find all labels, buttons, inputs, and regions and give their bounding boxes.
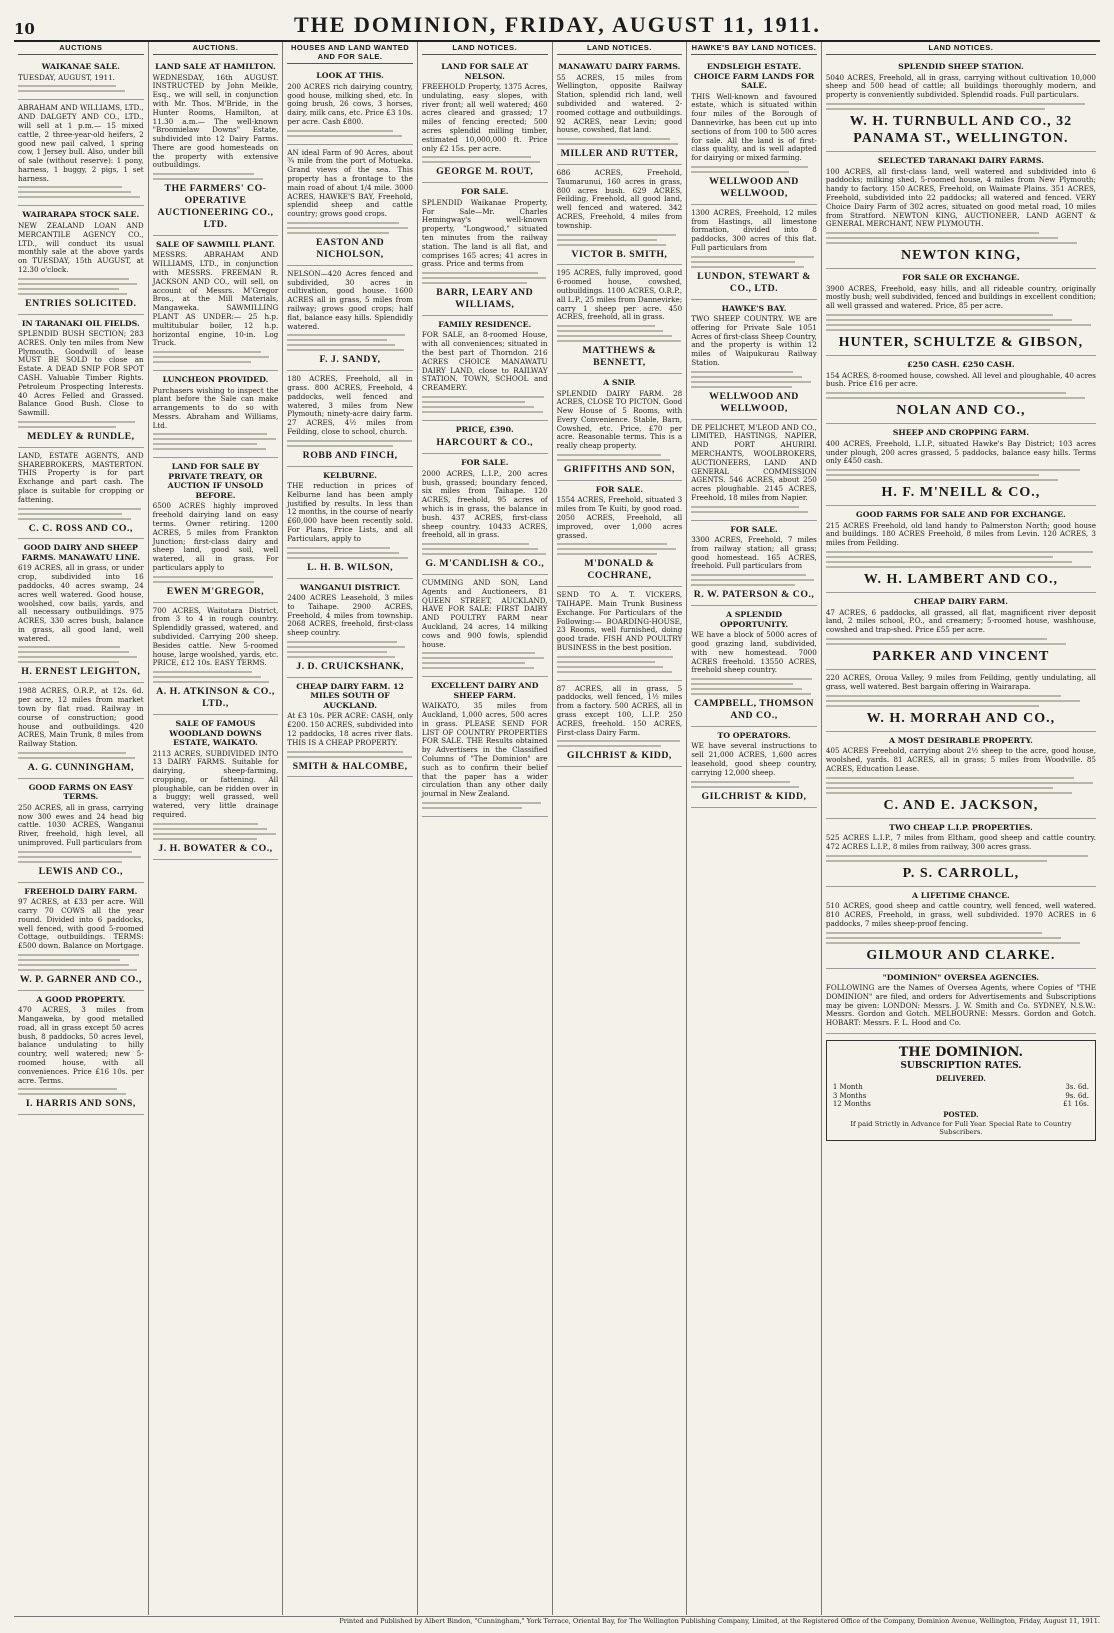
advertisement [18, 206, 144, 314]
advertisement [153, 603, 279, 715]
ad-body: 686 ACRES, Freehold, Taumarunui, 160 acres in grass, 800 acres bush. 629 ACRES, Feilding, Freehold, all good land, well fenced and watered. 342 ACRES, Freehold, 4 miles from township. [556, 168, 683, 230]
advertiser-name: P. S. CARROLL, [902, 865, 1020, 881]
advertiser-name: NEWTON KING, [900, 248, 1021, 264]
fine-print [153, 576, 279, 583]
ad-body: 195 ACRES, fully improved, good 6-roomed house, cowshed, outbuildings. 1100 ACRES, O.R.P., all L.P., 25 miles from Dannevirke; carry 1 sheep per acre. 450 ACRES, freehold, all in grass. [556, 268, 683, 322]
fine-print [826, 551, 1096, 568]
ad-heading: FOR SALE. [730, 524, 778, 534]
fine-print [826, 392, 1096, 399]
ad-body: FOR SALE, an 8-roomed House, with all conveniences; situated in the best part of Thorndon. 216 ACRES CHOICE MANAWATU DAIRY LAND, close to RAILWAY STATION, TOWN, SCHOOL and CREAMERY. [421, 330, 548, 393]
fine-print [557, 234, 683, 246]
ad-body: THIS Well-known and favoured estate, which is situated within four miles of the Borough of Dannevirke, has been cut up into sections of from 100 to 500 acres for sale. All the land is of first-class quality, and is well adapted for dairying or mixed farming. [691, 91, 817, 163]
advertisement [826, 269, 1096, 356]
rate-price: 3s. 6d. [1065, 1083, 1089, 1092]
ad-heading: LOOK AT THIS. [316, 71, 384, 81]
ad-body: WE have several instructions to sell 21,000 ACRES, 1,600 acres leasehold, good sheep country, carrying 12,000 sheep. [691, 741, 817, 777]
advertiser-name: ENTRIES SOLICITED. [25, 297, 137, 309]
advertisement [826, 732, 1096, 819]
ad-heading: GOOD FARMS FOR SALE AND FOR EXCHANGE. [856, 510, 1066, 520]
ad-body: 5040 ACRES, Freehold, all in grass, carrying without cultivation 10,000 sheep and 500 head of cattle; all buildings thoroughly modern, and property is conveniently subdivided. Splendid roads. Full particulars. [825, 72, 1096, 100]
advertiser-name: GEORGE M. ROUT, [436, 166, 534, 178]
rate-row [833, 1092, 1089, 1101]
ad-body: 2000 ACRES, L.I.P., 200 acres bush, grassed; boundary fenced, six miles from Taihape. 120 ACRES, freehold, 95 acres of which is in grass, the balance in bush. 437 ACRES, first-class sheep country. 10433 ACRES, freehold, all in grass. [421, 468, 548, 540]
fine-print [557, 454, 683, 461]
advertiser-name: C. AND E. JACKSON, [883, 797, 1039, 813]
ad-body: 3900 ACRES, Freehold, easy hills, and all rideable country, originally mostly bush; well subdivided, fenced and buildings in excellent condition; all well grassed and watered. Price, 85 per acre. [825, 283, 1096, 311]
ad-body: WAIKATO, 35 miles from Auckland, 1,000 acres, 500 acres in grass. PLEASE SEND FOR LIST OF COUNTRY PROPERTIES FOR SALE. THE Results obtained by Advertisers in the Classified Columns of "The Dominion" are such as to confirm their belief that the paper has a wider circulation than any other daily journal in New Zealand. [421, 701, 548, 799]
advertiser-name: WELLWOOD AND WELLWOOD, [709, 175, 799, 199]
advertiser-name: A. G. CUNNINGHAM, [27, 761, 134, 773]
fine-print [422, 156, 548, 163]
advertisement [826, 356, 1096, 424]
fine-print [287, 334, 413, 351]
advertiser-name: R. W. PATERSON & CO., [693, 589, 815, 601]
ad-heading: SHEEP AND CROPPING FARM. [892, 428, 1030, 438]
advertisement [153, 371, 279, 458]
ad-body: 2113 ACRES, SUBDIVIDED INTO 13 DAIRY FARMS. Suitable for dairying, sheep-farming, cropping, or fattening. All ploughable, can be ridden over in a buggy; well grassed, well watered, very little drainage required. [152, 748, 279, 819]
advertisement [691, 205, 817, 300]
fine-print [826, 695, 1096, 707]
fine-print [557, 138, 683, 145]
ad-body: CUMMING AND SON, Land Agents and Auctioneers, 81 QUEEN STREET, AUCKLAND, HAVE FOR SALE: FIRST DAIRY AND POULTRY FARM near Auckland, 24 acres, 14 milking cows and 900 fowls, splendid house. [421, 578, 548, 649]
advertiser-name: GILCHRIST & KIDD, [566, 750, 672, 762]
ad-heading: CHEAP DAIRY FARM. 12 MILES SOUTH OF AUCKLAND. [296, 681, 404, 710]
ad-heading: LAND FOR SALE AT NELSON. [441, 62, 529, 81]
fine-print [826, 638, 1096, 645]
advertiser-name: LEWIS AND CO., [38, 865, 123, 877]
advertisement [287, 67, 413, 144]
advertiser-name: GRIFFITHS AND SON, [563, 463, 675, 475]
fine-print [826, 932, 1096, 944]
fine-print [287, 222, 413, 234]
advertiser-name: H. ERNEST LEIGHTON, [21, 666, 141, 678]
column-heading: AUCTIONS. [153, 42, 279, 55]
fine-print [422, 396, 548, 413]
ad-heading: FOR SALE OR EXCHANGE. [902, 273, 1020, 283]
fine-print [287, 641, 413, 658]
ad-body: DE PELICHET, M'LEOD AND CO., LIMITED, HASTINGS, NAPIER, AND PORT AHURIRI. MERCHANTS, WOOLBROKERS, AUCTIONEERS, LAND AND GENERAL COMMISSION AGENTS. 546 ACRES, about 250 acres ploughable. 2145 ACRES, Freehold, 18 miles from Napier. [691, 422, 817, 502]
subscription-note: If paid Strictly in Advance for Full Year. Special Rate to Country Subscribers. [850, 1119, 1072, 1136]
ad-heading: FOR SALE. [461, 458, 509, 468]
rate-period: 1 Month [832, 1083, 863, 1092]
fine-print [691, 166, 817, 173]
fine-print [18, 851, 144, 863]
ad-heading: A LIFETIME CHANCE. [912, 890, 1010, 900]
column-6 [687, 42, 822, 1615]
advertisement [826, 58, 1096, 152]
ad-body: WEDNESDAY, 16th AUGUST. INSTRUCTED by John Meikle, Esq., we will sell, in conjunction with Mr. Thos. M'Bride, in the Hunter Rooms, Hamilton, at 11.30 a.m.— The well-known "Broomielaw Downs" Estate, subdivided into 12 Dairy Farms. There are good homesteads on the property with extensive outbuildings. [152, 72, 279, 170]
ad-body: SPLENDID Waikanae Property, For Sale—Mr. Charles Hemingway's well-known property, "Longwood," situated ten minutes from the railway station. The land is all flat, and comprises 165 acres; 41 acres in grass. Price and terms from [421, 197, 548, 269]
advertiser-name: VICTOR B. SMITH, [571, 248, 668, 260]
advertisement [691, 58, 817, 205]
advertiser-name: GILMOUR AND CLARKE. [866, 947, 1056, 963]
fine-print [826, 232, 1096, 244]
fine-print [422, 543, 548, 555]
advertisement [422, 183, 548, 316]
ad-heading: SALE OF FAMOUS WOODLAND DOWNS ESTATE, WAIKATO. [169, 719, 262, 748]
ad-heading: A SPLENDID OPPORTUNITY. [719, 610, 789, 629]
advertisement [557, 265, 683, 374]
advertiser-name: J. H. BOWATER & CO., [158, 842, 273, 854]
ad-heading: GOOD FARMS ON EASY TERMS. [28, 782, 133, 802]
ad-body: 97 ACRES, at £33 per acre. Will carry 70 COWS all the year round. Divided into 6 paddocks, well fenced, with good 5-roomed Cottage, outbuildings. TERMS: £500 down. Balance on Mortgage. [18, 897, 144, 951]
rate-price: £1 16s. [1063, 1100, 1089, 1109]
ad-body: AN ideal Farm of 90 Acres, about ¾ mile from the port of Motueka. Grand views of the sea. This property has a frontage to the main road of about 1/4 mile. 3000 ACRES, HAWKE'S BAY, Freehold, splendid sheep and cattle country; grows good crops. [287, 147, 413, 219]
ad-body: 250 ACRES, all in grass, carrying now 300 ewes and 24 head big cattle. 1030 ACRES, Wanganui River, freehold, high level, all unimproved. Full particulars from [18, 802, 144, 847]
ad-body: 700 ACRES, Waitotara District, from 3 to 4 in rough country. Splendidly grassed, watered, and subdivided. Carrying 200 sheep. Besides cattle. New 5-roomed house, large woolshed, yards, etc. PRICE, £12 10s. EASY TERMS. [152, 605, 279, 668]
ad-heading: MANAWATU DAIRY FARMS. [558, 62, 681, 72]
advertisement [18, 315, 144, 448]
column-5 [553, 42, 688, 1615]
advertisement [18, 539, 144, 683]
ad-body: LAND, ESTATE AGENTS, AND SHAREBROKERS, MASTERTON. THIS Property is for part Exchange and part cash. The place is suitable for cropping or fattening. [18, 450, 144, 504]
ad-body: 6500 ACRES highly improved freehold dairying land on easy terms. Owner retiring. 1200 ACRES, 5 miles from Frankton Junction; first-class dairy and sheep land, good soil, well watered, all in grass. For particulars apply to [152, 501, 279, 572]
ad-body: 1554 ACRES, Freehold, situated 3 miles from Te Kuiti, by good road. 2050 ACRES, Freehold, all improved, over 1,000 acres grassed. [556, 495, 683, 540]
advertisement [18, 779, 144, 883]
advertiser-name: GILCHRIST & KIDD, [701, 790, 807, 802]
fine-print [691, 678, 817, 695]
fine-print [691, 256, 817, 268]
advertisement [422, 316, 548, 421]
newspaper-columns [14, 42, 1100, 1615]
rates-list [833, 1083, 1089, 1109]
column-heading: HOUSES AND LAND WANTED AND FOR SALE. [287, 42, 413, 64]
advertisement [691, 606, 817, 727]
fine-print [18, 421, 144, 428]
fine-print [691, 371, 817, 388]
advertisement [826, 424, 1096, 506]
rate-period: 3 Months [832, 1091, 867, 1100]
fine-print [826, 855, 1096, 862]
fine-print [287, 547, 413, 559]
advertiser-name: PARKER AND VINCENT [872, 648, 1050, 664]
fine-print [18, 278, 144, 295]
page-title: THE DOMINION, FRIDAY, AUGUST 11, 1911. [293, 12, 821, 37]
advertisement [287, 579, 413, 678]
advertisement [153, 236, 279, 371]
advertisement [153, 458, 279, 602]
ad-body: TWO SHEEP COUNTRY. WE are offering for Private Sale 1051 Acres of first-class Sheep Country, and the property is within 12 miles of Waipukurau Railway Station. [691, 314, 817, 367]
ad-heading: WAIKANAE SALE. [41, 62, 120, 72]
advertisement [287, 145, 413, 266]
advertiser-name: HARCOURT & CO., [436, 437, 534, 449]
ad-body: 215 ACRES Freehold, old land handy to Palmerston North; good house and buildings. 180 ACRES Freehold, 8 miles from Levin. 120 ACRES, 3 miles from Feilding. [825, 520, 1096, 548]
advertisement [826, 506, 1096, 593]
fine-print [691, 781, 817, 788]
advertisement [153, 715, 279, 860]
fine-print [287, 130, 413, 137]
advertisement [691, 521, 817, 607]
ad-body: 3300 ACRES, Freehold, 7 miles from railway station; all grass; good homestead. 165 ACRES, freehold. Full particulars from [691, 535, 817, 571]
advertisement [557, 481, 683, 587]
ad-body: SPLENDID DAIRY FARM. 28 ACRES, CLOSE TO PICTON. Good New House of 5 Rooms, with Every Convenience. Stable, Barn, Cowshed, etc. Price, £70 per acre. Reasonable terms. This is a really cheap property. [556, 388, 683, 451]
ad-heading: £250 CASH. £250 CASH. [907, 360, 1015, 370]
column-heading: LAND NOTICES. [557, 42, 683, 55]
advertisement [287, 371, 413, 466]
ad-heading: WANGANUI DISTRICT. [300, 582, 401, 592]
ad-body: SPLENDID BUSH SECTION; 283 ACRES. Only ten miles from New Plymouth. Goodwill of lease MUST BE SOLD to close an Estate. A DEAD SNIP FOR SPOT CASH. Valuable Timber Rights. Petroleum Prospecting Interests. 40 Acres Felled and Grassed. Balance Good Bush. Close to Sawmill. [18, 329, 144, 418]
advertiser-name: I. HARRIS AND SONS, [25, 1098, 136, 1110]
ad-heading: GOOD DAIRY AND SHEEP FARMS. MANAWATU LINE. [21, 543, 141, 562]
advertiser-name: BARR, LEARY AND WILLIAMS, [436, 287, 534, 311]
advertiser-name: W. H. MORRAH AND CO., [866, 710, 1056, 726]
advertisement [826, 593, 1096, 670]
fine-print [153, 671, 279, 683]
fine-print [826, 314, 1096, 331]
advertiser-name: W. H. TURNBULL AND CO., 32 PANAMA ST., WELLINGTON. [849, 113, 1073, 147]
fine-print [18, 954, 144, 971]
ad-heading: KELBURNE. [323, 470, 378, 480]
ad-heading: TO OPERATORS. [717, 730, 791, 740]
ad-body: 2400 ACRES Leasehold, 3 miles to Taihape. 2900 ACRES, Freehold, 4 miles from township. 2068 ACRES, freehold, first-class sheep country. [287, 593, 413, 638]
ad-heading: FOR SALE. [461, 187, 509, 197]
advertisement [18, 100, 144, 206]
advertisement [557, 374, 683, 481]
ad-body: NELSON—420 Acres fenced and subdivided, 30 acres in cultivation, good house. 1600 ACRES all in grass, 5 miles from railway; grows good crops; half flat, balance easy hills. Splendidly watered. [287, 268, 413, 331]
advertisement [18, 58, 144, 100]
agencies-heading: "DOMINION" OVERSEA AGENCIES. [882, 972, 1040, 982]
column-heading: HAWKE'S BAY LAND NOTICES. [691, 42, 817, 55]
advertiser-name: EASTON AND NICHOLSON, [315, 236, 385, 260]
advertisement [422, 58, 548, 183]
advertiser-name: MATTHEWS & BENNETT, [582, 345, 657, 369]
ad-heading: FREEHOLD DAIRY FARM. [24, 886, 138, 896]
fine-print [422, 802, 548, 809]
ad-body: At £3 10s. PER ACRE: CASH, only £200. 150 ACRES, subdivided into 12 paddocks, 18 acres river flats. THIS IS A CHEAP PROPERTY. [287, 711, 413, 747]
column-1 [14, 42, 149, 1615]
advertisement [826, 670, 1096, 732]
subscription-subtitle: SUBSCRIPTION RATES. [900, 1060, 1022, 1071]
ad-heading: HAWKE'S BAY. [721, 303, 787, 313]
ad-body: 1300 ACRES, Freehold, 12 miles from Hastings, all limestone formation, divided into 8 paddocks, 300 acres of this flat. Full particulars from [691, 207, 817, 252]
ad-body: NEW ZEALAND LOAN AND MERCANTILE AGENCY CO., LTD., will conduct its usual monthly sale at the above yards on TUESDAY, 15th AUGUST, at 12.30 o'clock. [18, 220, 144, 274]
ad-heading: TWO CHEAP L.I.P. PROPERTIES. [889, 822, 1033, 832]
advertiser-name: ROBB AND FINCH, [302, 449, 398, 461]
ad-heading: PRICE, £390. [455, 424, 514, 434]
fine-print [18, 85, 144, 92]
fine-print [18, 1088, 144, 1095]
ad-body: MESSRS. ABRAHAM AND WILLIAMS, LTD., in conjunction with MESSRS. FREEMAN R. JACKSON AND CO., will sell, on account of Messrs. M'Gregor Bros., at the Mill Materials, Mangaweka. SAWMILLING PLANT AS UNDER:— 25 h.p. multitubular boiler, 12 h.p. horizontal engine, 10-in. Log Truck. [152, 250, 279, 348]
fine-print [557, 656, 683, 673]
subscription-title: THE DOMINION. [898, 1045, 1024, 1061]
fine-print [18, 186, 144, 198]
advertisement [557, 587, 683, 680]
ad-body: 470 ACRES, 3 miles from Mangaweka, by good metalled road, all in grass except 50 acres bush, 8 paddocks, 50 acres level, balance undulating to hilly country, well watered; new 5-roomed house, with all conveniences. Price £16 10s. per acre. Terms. [18, 1005, 144, 1085]
column-2 [149, 42, 284, 1615]
advertiser-name: L. H. B. WILSON, [307, 561, 394, 573]
advertisement [691, 300, 817, 420]
fine-print [18, 508, 144, 520]
ad-body: 200 ACRES rich dairying country, good house, milking shed, etc. In going brush, 26 cows, 3 horses, dairy, milk cans, etc. Price £3 10s. per acre. Cash £800. [287, 81, 413, 126]
advertiser-name: EWEN M'GREGOR, [166, 585, 265, 597]
column-7-footer [826, 969, 1096, 1141]
column-heading: AUCTIONS [18, 42, 144, 55]
advertiser-name: THE FARMERS' CO-OPERATIVE AUCTIONEERING CO., LTD. [157, 183, 274, 231]
column-4 [418, 42, 553, 1615]
advertisement [153, 58, 279, 236]
ad-body: TUESDAY, AUGUST, 1911. [18, 72, 115, 82]
ad-heading: IN TARANAKI OIL FIELDS. [21, 318, 140, 328]
ad-heading: FOR SALE. [595, 484, 644, 494]
fine-print [826, 469, 1096, 481]
ad-body: THE reduction in prices of Kelburne land has been amply justified by results. In less than 12 months, in the course of nearly £60,000 have been recently sold. For Plans, Price Lists, and all Particulars, apply to [287, 481, 413, 543]
ad-heading: EXCELLENT DAIRY AND SHEEP FARM. [431, 681, 539, 700]
advertisement [557, 58, 683, 165]
rate-period: 12 Months [832, 1100, 871, 1109]
fine-print [691, 574, 817, 586]
column-3 [283, 42, 418, 1615]
ad-body: 220 ACRES, Oroua Valley, 9 miles from Feilding, gently undulating, all grass, well watered. Best bargain offering in Wairarapa. [825, 673, 1096, 691]
fine-print [18, 752, 144, 759]
column-heading: LAND NOTICES. [422, 42, 548, 55]
fine-print [18, 646, 144, 663]
posted-label: POSTED. [943, 1110, 979, 1119]
advertiser-name: SMITH & HALCOMBE, [292, 760, 408, 772]
ad-body: 87 ACRES, all in grass, 5 paddocks, well fenced, 1½ miles from a factory. 500 ACRES, all in grass except 100, L.I.P. 250 ACRES, freehold. 150 ACRES, First-class Dairy Farm. [556, 683, 683, 737]
advertisement [422, 575, 548, 677]
ad-body: 619 ACRES, all in grass, or under crop, subdivided into 16 paddocks, 40 acres swamp, 24 acres well watered. Good house, woolshed, cow bails, yards, and all necessary outbuildings. 975 ACRES, 330 acres bush, balance in grass, all good land, well watered. [18, 563, 144, 643]
fine-print [153, 351, 279, 363]
fine-print [557, 543, 683, 555]
ad-body: 180 ACRES, Freehold, all in grass. 800 ACRES, Freehold, 4 paddocks, well fenced and watered, 3 miles from New Plymouth; ninety-acre dairy farm. 27 ACRES, 4½ miles from Feilding, close to school, church. [287, 374, 413, 436]
ad-body: FREEHOLD Property, 1375 Acres, undulating, easy slopes, with river front; all well watered; 460 acres cleared and grassed; 17 miles of fencing erected; 500 acres splendid milling timber, estimated 10,000,000 ft. Price only £2 15s. per acre. [421, 82, 548, 153]
ad-body: 400 ACRES, Freehold, L.I.P., situated Hawke's Bay District; 103 acres under plough, 200 acres grassed, 5 paddocks, balance easy hills. Terms only £450 cash. [825, 438, 1096, 466]
agencies-text: FOLLOWING are the Names of Oversea Agents, where Copies of "THE DOMINION" are filed, and orders for Advertisements and Subscriptions may be given: LONDON: Messrs. J. W. Smith and Co. SYDNEY, N.S.W.: Messrs. Gordon and Gotch. MELBOURNE: Messrs. Gordon and Gotch. HOBART: Messrs. F. L. Hood and Co. [825, 983, 1096, 1028]
advertisement [826, 152, 1096, 269]
advertiser-name: H. F. M'NEILL & CO., [881, 485, 1041, 501]
ad-heading: ENDSLEIGH ESTATE. CHOICE FARM LANDS FOR SALE. [693, 62, 815, 91]
fine-print [422, 272, 548, 284]
ad-heading: SPLENDID SHEEP STATION. [898, 62, 1024, 72]
column-heading: LAND NOTICES. [826, 42, 1096, 55]
fine-print [287, 751, 413, 758]
ad-body: 510 ACRES, good sheep and cattle country, well fenced, well watered. 810 ACRES, Freehold, in grass, well subdivided. 1970 ACRES in 6 paddocks, 7 miles sheep-proof fencing. [825, 901, 1096, 928]
advertiser-name: NOLAN AND CO., [896, 403, 1026, 419]
ad-body: 405 ACRES Freehold, carrying about 2½ sheep to the acre, good house, woolshed, yards. 81 ACRES, all in grass; 5 miles from Woodville. 85 ACRES, Education Lease. [825, 746, 1096, 773]
ad-heading: FAMILY RESIDENCE. [438, 319, 532, 329]
fine-print [153, 173, 279, 180]
fine-print [287, 440, 413, 447]
ad-body: 55 ACRES, 15 miles from Wellington, opposite Railway Station, splendid rich land, well subdivided and watered. 2-roomed cottage and outbuildings. 92 ACRES, near Levin; good house, cowshed, flat land. [556, 72, 683, 135]
ad-body: WE have a block of 5000 acres of good grazing land, subdivided, with new homestead. 7000 ACRES freehold. 13550 ACRES, freehold sheep country. [691, 630, 817, 675]
agencies-ad [826, 969, 1096, 1034]
fine-print [153, 823, 279, 840]
rate-row [833, 1100, 1089, 1109]
advertiser-name: MILLER AND RUTTER, [560, 148, 679, 160]
page-number: 10 [14, 20, 35, 38]
advertisement [557, 681, 683, 768]
advertisement [422, 421, 548, 454]
advertiser-name: HUNTER, SCHULTZE & GIBSON, [838, 335, 1084, 351]
advertisement [691, 727, 817, 808]
advertiser-name: W. H. LAMBERT AND CO., [863, 572, 1059, 588]
ad-body: 47 ACRES, 6 paddocks, all grassed, all flat, magnificent river deposit land, 2 miles school, P.O., and creamery; 5-roomed house, washhouse, cowshed and trap-shed. Price £55 per acre. [825, 607, 1096, 635]
advertisement [691, 420, 817, 521]
ad-body: 525 ACRES L.I.P., 7 miles from Eltham, good sheep and cattle country. 472 ACRES L.I.P., 8 miles from railway, 300 acres grass. [825, 833, 1096, 851]
fine-print [422, 652, 548, 669]
advertisement [422, 454, 548, 575]
fine-print [826, 103, 1096, 110]
masthead [14, 4, 1100, 42]
imprint: Printed and Published by Albert Bindon, "Cunningham," York Terrace, Oriental Bay, for The Wellington Publishing Company, Limited, at the Registered Office of the Company, Dominion Avenue, Wellington, Friday, August 11, 1911. [14, 1616, 1100, 1629]
advertiser-name: G. M'CANDLISH & CO., [425, 558, 545, 570]
advertiser-name: J. D. CRUICKSHANK, [296, 660, 404, 672]
advertiser-name: W. P. GARNER AND CO., [19, 973, 142, 985]
rate-row [833, 1083, 1089, 1092]
advertisement [422, 677, 548, 817]
ad-heading: LAND FOR SALE BY PRIVATE TREATY, OR AUCTION IF UNSOLD BEFORE. [167, 462, 264, 500]
advertiser-name: C. C. ROSS AND CO., [28, 522, 133, 534]
advertiser-name: MEDLEY & RUNDLE, [27, 430, 135, 442]
advertisement [826, 819, 1096, 887]
advertiser-name: A. H. ATKINSON & CO., LTD., [156, 686, 275, 710]
advertiser-name: F. J. SANDY, [319, 354, 381, 366]
ad-heading: A GOOD PROPERTY. [36, 994, 126, 1004]
ad-heading: A MOST DESIRABLE PROPERTY. [888, 735, 1033, 745]
ad-heading: LAND SALE AT HAMILTON. [155, 62, 276, 72]
advertisement [18, 448, 144, 540]
ad-heading: SALE OF SAWMILL PLANT. [156, 239, 275, 249]
advertiser-name: M'DONALD & COCHRANE, [584, 558, 655, 582]
ad-heading: WAIRARAPA STOCK SALE. [22, 210, 140, 220]
ad-body: 154 ACRES, 8-roomed house, cowshed. All level and ploughable, 40 acres bush. Price £16 per acre. [825, 370, 1096, 389]
ad-heading: LUNCHEON PROVIDED. [162, 375, 269, 385]
fine-print [557, 325, 683, 342]
fine-print [153, 433, 279, 450]
advertiser-name: WELLWOOD AND WELLWOOD, [709, 390, 799, 414]
ad-body: 1988 ACRES, O.R.P., at 12s. 6d. per acre, 12 miles from market town by flat road. Railway in course of construction; good house and outbuildings. 420 ACRES, Main Trunk, 8 miles from Railway Station. [18, 686, 144, 749]
advertisement [18, 991, 144, 1115]
advertisement [287, 467, 413, 579]
advertisement [287, 678, 413, 778]
advertiser-name: CAMPBELL, THOMSON AND CO., [694, 698, 814, 722]
rate-price: 9s. 6d. [1065, 1091, 1089, 1100]
ad-body: SEND TO A. T. VICKERS, TAIHAPE. Main Trunk Business Exchange. For Particulars of the Following:— BOARDING-HOUSE, 23 Rooms, well furnished, doing good trade. FISH AND POULTRY BUSINESS in the best position. [556, 590, 683, 652]
advertisement [287, 266, 413, 371]
ad-heading: A SNIP. [603, 378, 636, 388]
advertisement [18, 683, 144, 778]
ad-body: Purchasers wishing to inspect the plant before the Sale can make arrangements to do so with Messrs. Abraham and Williams, Ltd. [152, 385, 279, 430]
ad-heading: SELECTED TARANAKI DAIRY FARMS. [877, 156, 1044, 166]
ad-body: 100 ACRES, all first-class land, well watered and subdivided into 6 paddocks; milking shed, 5-roomed house, 4 miles from New Plymouth; handy to factory. 150 ACRES, Freehold, on Waimate Plains. 351 ACRES, Freehold, subdivided into 22 paddocks; all watered and fenced. VERY Choice Dairy Farm of 302 acres, situated on good metal road, 10 miles from Stratford. NEWTON KING, AUCTIONEER, LAND AGENT & GENERAL MERCHANT, NEW PLYMOUTH. [825, 166, 1096, 229]
subscription-box [826, 1040, 1096, 1141]
advertiser-name: LUNDON, STEWART & CO., LTD. [697, 270, 811, 294]
fine-print [557, 740, 683, 747]
fine-print [691, 506, 817, 513]
ad-heading: CHEAP DAIRY FARM. [913, 597, 1008, 607]
column-7 [822, 42, 1100, 1615]
fine-print [826, 777, 1096, 794]
advertisement [18, 883, 144, 991]
advertisement [826, 887, 1096, 969]
ad-body: ABRAHAM AND WILLIAMS, LTD., AND DALGETY AND CO., LTD., will sell at 1 p.m.— 15 mixed cattle, 2 three-year-old heifers, 2 good new pail calved, 1 spring cow, 1 Jersey bull. Also, under bill of sale (without reserve): 1 pony, harness, 1 buggy, 2 pigs, 1 set harness. [18, 103, 144, 183]
delivered-label: DELIVERED. [936, 1073, 986, 1083]
advertisement [557, 165, 683, 265]
